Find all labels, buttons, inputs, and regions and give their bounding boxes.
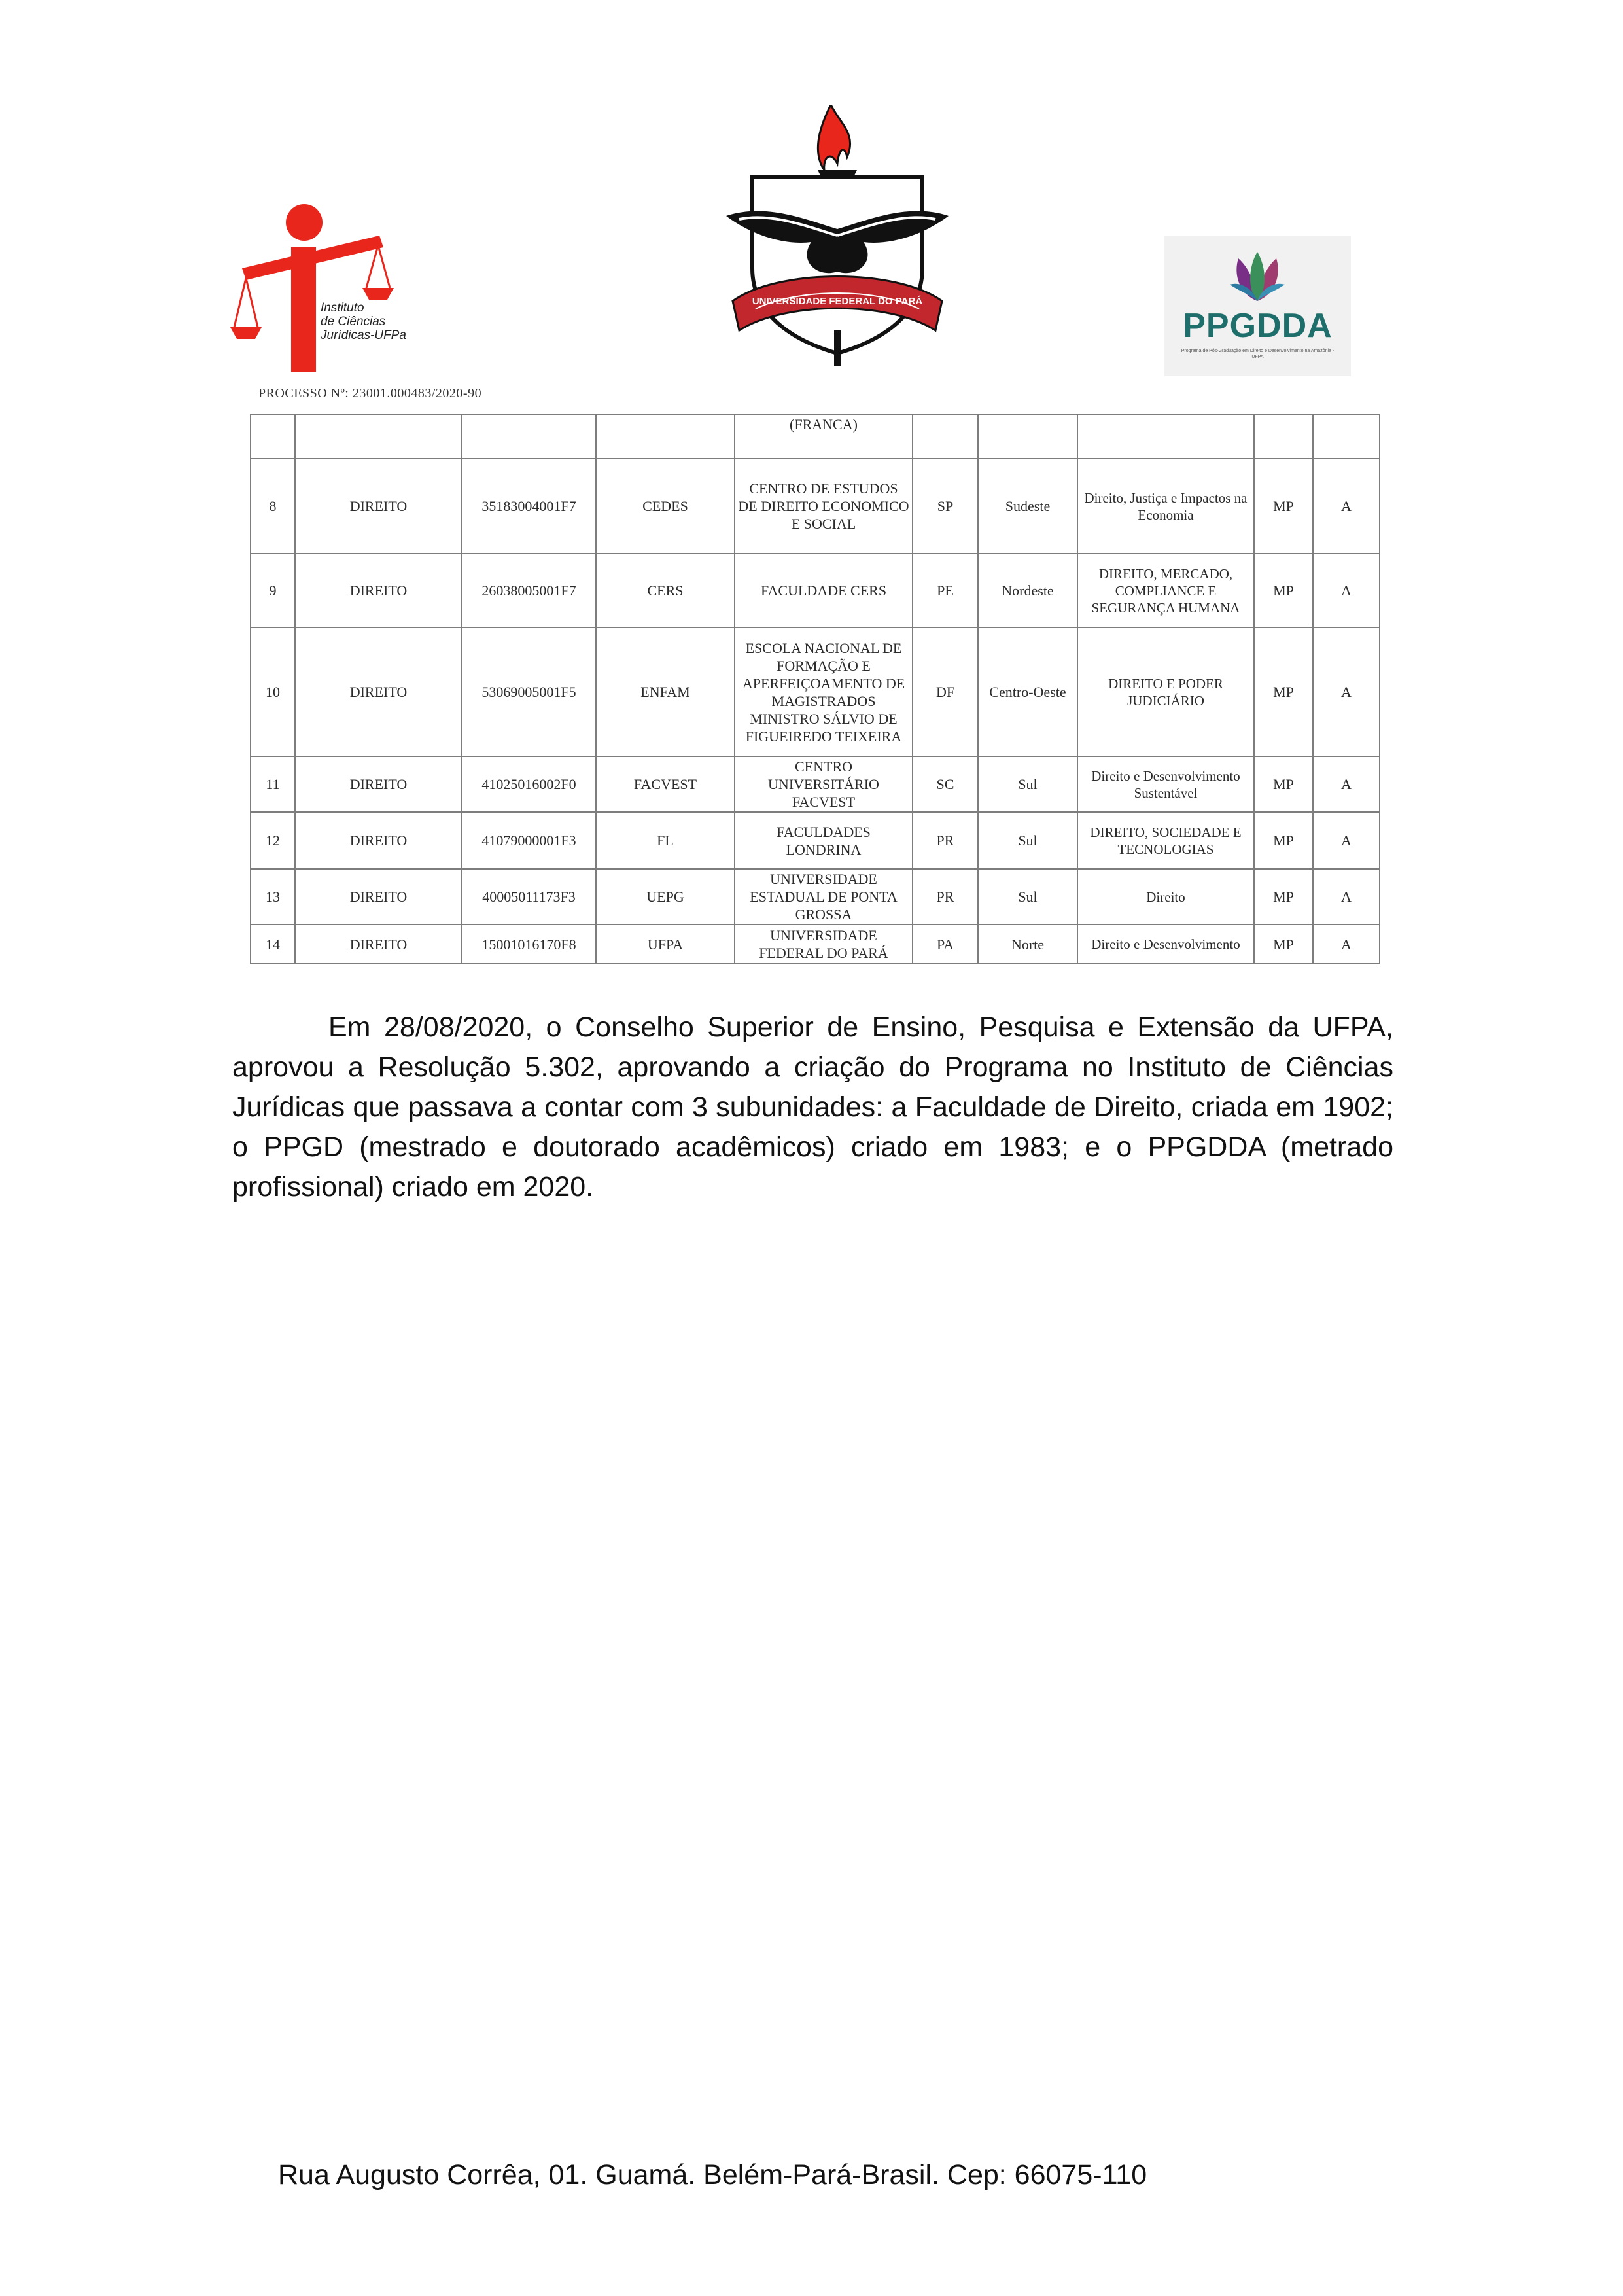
row-region: Nordeste [978,554,1077,627]
row-status: A [1313,812,1380,869]
row-status: A [1313,459,1380,554]
row-institution: CENTRO DE ESTUDOS DE DIREITO ECONOMICO E SOCIAL [735,459,913,554]
footer-address: Rua Augusto Corrêa, 01. Guamá. Belém-Pará-Brasil. Cep: 66075-110 [278,2159,1147,2191]
process-number: PROCESSO Nº: 23001.000483/2020-90 [258,386,482,400]
table-row [251,756,1380,812]
lotus-icon [1227,249,1289,304]
row-area: DIREITO [295,554,462,627]
row-program: DIREITO E PODER JUDICIÁRIO [1077,627,1254,756]
row-region: Sul [978,869,1077,925]
row-level: MP [1254,627,1313,756]
row-area: DIREITO [295,459,462,554]
table-cell [1313,415,1380,459]
row-number: 12 [251,812,295,869]
scales-of-justice-icon [229,196,445,373]
row-level: MP [1254,756,1313,812]
row-level: MP [1254,554,1313,627]
table-cell [978,415,1077,459]
row-program: Direito e Desenvolvimento Sustentável [1077,756,1254,812]
row-institution: FACULDADE CERS [735,554,913,627]
ppgdda-logo-subtitle: Programa de Pós-Graduação em Direito e Desenvolvimento na Amazônia - UFPA [1181,349,1335,359]
row-uf: PE [913,554,978,627]
table-row [251,459,1380,554]
row-number: 8 [251,459,295,554]
table-row [251,627,1380,756]
row-uf: PR [913,812,978,869]
row-program: DIREITO, MERCADO, COMPLIANCE E SEGURANÇA HUMANA [1077,554,1254,627]
table-row [251,812,1380,869]
row-uf: PA [913,925,978,964]
row-sigla: FACVEST [596,756,735,812]
table-cell: (FRANCA) [735,415,913,459]
ufpa-crest-logo [726,105,949,366]
row-program: Direito, Justiça e Impactos na Economia [1077,459,1254,554]
row-institution: CENTRO UNIVERSITÁRIO FACVEST [735,756,913,812]
row-sigla: CEDES [596,459,735,554]
row-code: 35183004001F7 [462,459,596,554]
row-number: 10 [251,627,295,756]
table-cell [1254,415,1313,459]
icj-logo-line: Jurídicas-UFPa [321,328,406,342]
row-sigla: UFPA [596,925,735,964]
row-area: DIREITO [295,756,462,812]
row-code: 26038005001F7 [462,554,596,627]
row-uf: PR [913,869,978,925]
body-paragraph: Em 28/08/2020, o Conselho Superior de Ensino, Pesquisa e Extensão da UFPA, aprovou a Resolução 5.302, aprovando a criação do Programa no Instituto de Ciências Jurídicas que passava a contar com 3 subunidades: a Faculdade de Direito, criada em 1902; o PPGD (mestrado e doutorado acadêmicos) criado em 1983; e o PPGDDA (metrado profissional) criado em 2020. [232,1012,1393,1203]
table-cell [596,415,735,459]
row-number: 9 [251,554,295,627]
row-level: MP [1254,812,1313,869]
row-status: A [1313,627,1380,756]
table-cell [462,415,596,459]
table-row [251,869,1380,925]
row-uf: SC [913,756,978,812]
row-region: Sul [978,812,1077,869]
row-sigla: FL [596,812,735,869]
icj-logo-line: de Ciências [321,315,386,328]
row-code: 41079000001F3 [462,812,596,869]
row-area: DIREITO [295,869,462,925]
row-region: Centro-Oeste [978,627,1077,756]
icj-logo [229,196,445,373]
row-sigla: UEPG [596,869,735,925]
table-cell [1077,415,1254,459]
row-number: 13 [251,869,295,925]
row-institution: ESCOLA NACIONAL DE FORMAÇÃO E APERFEIÇOAMENTO DE MAGISTRADOS MINISTRO SÁLVIO DE FIGUEIREDO TEIXEIRA [735,627,913,756]
row-uf: DF [913,627,978,756]
row-area: DIREITO [295,925,462,964]
ufpa-crest-text: UNIVERSIDADE FEDERAL DO PARÁ [752,296,923,307]
row-level: MP [1254,925,1313,964]
row-program: Direito e Desenvolvimento [1077,925,1254,964]
row-code: 53069005001F5 [462,627,596,756]
ppgdda-logo-title: PPGDDA [1183,307,1333,345]
row-status: A [1313,554,1380,627]
row-institution: UNIVERSIDADE FEDERAL DO PARÁ [735,925,913,964]
table-cell [295,415,462,459]
table-row [251,925,1380,964]
programs-table [250,414,1380,964]
row-status: A [1313,756,1380,812]
ppgdda-logo [1164,236,1351,376]
row-area: DIREITO [295,812,462,869]
row-region: Norte [978,925,1077,964]
row-program: Direito [1077,869,1254,925]
row-institution: UNIVERSIDADE ESTADUAL DE PONTA GROSSA [735,869,913,925]
row-status: A [1313,869,1380,925]
icj-logo-line: Instituto [321,301,364,315]
icj-logo-text [321,301,406,342]
ufpa-crest-icon [726,105,949,366]
row-code: 15001016170F8 [462,925,596,964]
row-code: 40005011173F3 [462,869,596,925]
row-program: DIREITO, SOCIEDADE E TECNOLOGIAS [1077,812,1254,869]
row-code: 41025016002F0 [462,756,596,812]
row-status: A [1313,925,1380,964]
table-cell [251,415,295,459]
row-institution: FACULDADES LONDRINA [735,812,913,869]
table-cell [913,415,978,459]
row-level: MP [1254,459,1313,554]
row-region: Sul [978,756,1077,812]
row-number: 14 [251,925,295,964]
row-sigla: CERS [596,554,735,627]
row-number: 11 [251,756,295,812]
row-level: MP [1254,869,1313,925]
table-row [251,415,1380,459]
row-region: Sudeste [978,459,1077,554]
table-row [251,554,1380,627]
row-sigla: ENFAM [596,627,735,756]
row-uf: SP [913,459,978,554]
row-area: DIREITO [295,627,462,756]
